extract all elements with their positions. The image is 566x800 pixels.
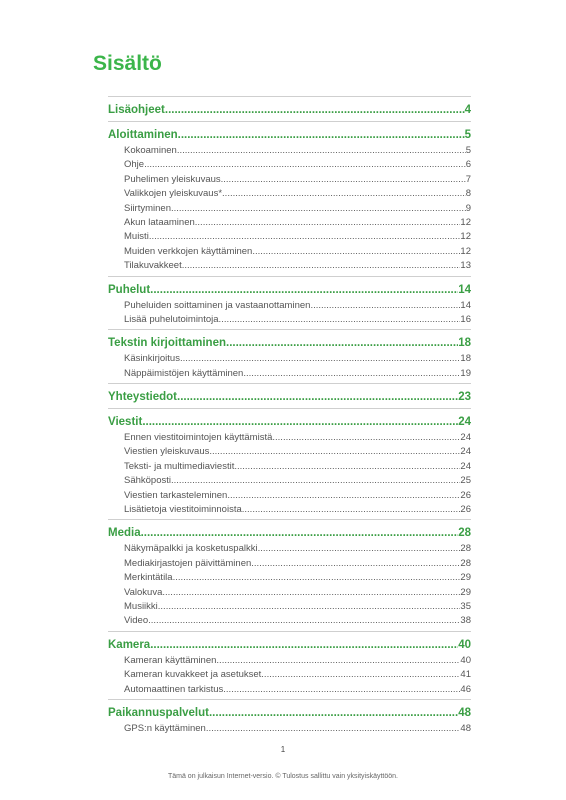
dot-leader — [177, 388, 458, 406]
toc-sub-entry-page: 40 — [460, 654, 471, 666]
toc-sub-entry-label: Muiden verkkojen käyttäminen — [124, 245, 253, 257]
toc-main-entry[interactable] — [108, 126, 471, 144]
toc-sub-entry[interactable] — [108, 460, 471, 474]
toc-main-entry[interactable] — [108, 636, 471, 654]
dot-leader — [251, 557, 460, 571]
toc-sub-entry-label: Video — [124, 615, 149, 627]
toc-main-entry[interactable] — [108, 524, 471, 542]
dot-leader — [227, 489, 460, 503]
toc-sub-entry[interactable] — [108, 474, 471, 488]
dot-leader — [149, 230, 461, 244]
toc-sub-entry[interactable] — [108, 230, 471, 244]
toc-main-entry-page: 28 — [458, 527, 471, 540]
toc-sub-entry-label: Teksti- ja multimediaviestit — [124, 460, 235, 472]
dot-leader — [219, 313, 461, 327]
dot-leader — [258, 542, 461, 556]
toc-section — [108, 383, 471, 408]
dot-leader — [150, 281, 458, 299]
toc-sub-entry[interactable] — [108, 683, 471, 697]
toc-sub-entry-label: Lisätietoja viestitoiminnoista — [124, 504, 242, 516]
toc-sub-entry[interactable] — [108, 216, 471, 230]
toc-section — [108, 329, 471, 383]
toc-sub-entry-page: 35 — [460, 600, 471, 612]
toc-sub-entry-page: 19 — [460, 367, 471, 379]
toc-sub-entry[interactable] — [108, 173, 471, 187]
dot-leader — [144, 158, 466, 172]
toc-sub-entry[interactable] — [108, 259, 471, 273]
toc-sub-entry-label: Akun lataaminen — [124, 216, 195, 228]
dot-leader — [223, 683, 460, 697]
toc-sub-entry-label: Näkymäpalkki ja kosketuspalkki — [124, 543, 258, 555]
toc-sub-entry[interactable] — [108, 557, 471, 571]
toc-main-entry-label: Aloittaminen — [108, 129, 178, 141]
toc-sub-entry-label: Näppäimistöjen käyttäminen — [124, 367, 244, 379]
footer-note: Tämä on julkaisun Internet-versio. © Tulostus sallittu vain yksityiskäyttöön. — [167, 773, 399, 780]
toc-sub-entry[interactable] — [108, 144, 471, 158]
toc-main-entry-label: Lisäohjeet — [108, 104, 165, 116]
toc-sub-entry-label: GPS:n käyttäminen — [124, 722, 206, 734]
toc-sub-entry-page: 46 — [460, 683, 471, 695]
toc-sub-entry[interactable] — [108, 367, 471, 381]
toc-sub-entry-page: 26 — [460, 504, 471, 516]
toc-main-entry[interactable] — [108, 704, 471, 722]
dot-leader — [171, 474, 460, 488]
toc-sub-entry-label: Valokuva — [124, 586, 163, 598]
toc-sub-entry[interactable] — [108, 158, 471, 172]
toc-section — [108, 408, 471, 519]
toc-main-entry-label: Yhteystiedot — [108, 391, 178, 404]
toc-sub-entry-label: Käsinkirjoitus — [124, 353, 180, 365]
toc-main-entry-page: 14 — [458, 283, 471, 296]
dot-leader — [165, 101, 465, 119]
toc-section — [108, 276, 471, 330]
dot-leader — [150, 636, 458, 654]
dot-leader — [226, 334, 458, 352]
toc-sub-entry[interactable] — [108, 722, 471, 736]
toc-main-entry-label: Media — [108, 527, 141, 540]
toc-sub-entry-page: 16 — [460, 313, 471, 325]
toc-main-entry-page: 40 — [458, 638, 471, 651]
toc-section — [108, 96, 471, 121]
dot-leader — [178, 126, 465, 144]
toc-main-entry-label: Viestit — [108, 416, 143, 429]
toc-sub-entry-page: 24 — [460, 460, 471, 472]
toc-main-entry[interactable] — [108, 388, 471, 406]
dot-leader — [209, 445, 460, 459]
toc-sub-entry-label: Musiikki — [124, 600, 158, 612]
toc-sub-entry-page: 7 — [465, 173, 471, 185]
toc-sub-entry-label: Viestien yleiskuvaus — [124, 446, 210, 458]
toc-sub-entry-label: Muisti — [124, 231, 149, 243]
toc-sub-entry-page: 12 — [460, 245, 471, 257]
toc-sub-entry-label: Valikkojen yleiskuvaus* — [124, 188, 223, 200]
toc-sub-entry-label: Ennen viestitoimintojen käyttämistä — [124, 432, 273, 444]
toc-sub-entry-page: 38 — [460, 615, 471, 627]
toc-sub-entry-label: Sähköposti — [124, 475, 172, 487]
dot-leader — [148, 614, 460, 628]
toc-sub-entry-page: 25 — [460, 475, 471, 487]
toc-sub-entry-page: 48 — [460, 722, 471, 734]
toc-main-entry-page: 23 — [458, 391, 471, 404]
dot-leader — [272, 431, 460, 445]
toc-sub-entry[interactable] — [108, 202, 471, 216]
toc-sub-entry[interactable] — [108, 614, 471, 628]
toc-sub-entry-page: 14 — [460, 299, 471, 311]
toc-sub-entry[interactable] — [108, 187, 471, 201]
toc-main-entry[interactable] — [108, 413, 471, 431]
dot-leader — [173, 571, 461, 585]
toc-main-entry[interactable] — [108, 334, 471, 352]
dot-leader — [242, 503, 461, 517]
toc-section — [108, 121, 471, 276]
toc-sub-entry-page: 29 — [460, 586, 471, 598]
toc-sub-entry-label: Puhelimen yleiskuvaus — [124, 173, 221, 185]
toc-main-entry-label: Kamera — [108, 638, 151, 651]
toc-sub-entry-label: Merkintätila — [124, 572, 173, 584]
dot-leader — [180, 352, 460, 366]
toc-sub-entry-page: 5 — [465, 145, 471, 156]
toc-sub-entry-label: Kameran käyttäminen — [124, 654, 217, 666]
toc-sub-entry[interactable] — [108, 352, 471, 366]
toc-sub-entry-label: Kokoaminen — [124, 145, 177, 156]
dot-leader — [234, 460, 460, 474]
dot-leader — [216, 654, 460, 668]
toc-sub-entry-page: 28 — [460, 557, 471, 569]
toc-sub-entry[interactable] — [108, 245, 471, 259]
toc-sub-entry[interactable] — [108, 313, 471, 327]
page-number: 1 — [280, 745, 286, 754]
toc-sub-entry-page: 26 — [460, 489, 471, 501]
toc-sub-entry-page: 12 — [460, 216, 471, 228]
toc-main-entry-page: 24 — [458, 416, 471, 429]
toc-sub-entry[interactable] — [108, 503, 471, 517]
toc-sub-entry-label: Kameran kuvakkeet ja asetukset — [124, 669, 262, 681]
toc-main-entry-label: Paikannuspalvelut — [108, 706, 209, 719]
toc-sub-entry-label: Automaattinen tarkistus — [124, 683, 224, 695]
dot-leader — [209, 704, 458, 722]
toc-sub-entry-label: Tilakuvakkeet — [124, 260, 182, 272]
toc-main-entry-page: 5 — [464, 129, 471, 141]
dot-leader — [177, 144, 466, 158]
toc-sub-entry-page: 28 — [460, 543, 471, 555]
toc-main-entry-page: 4 — [464, 104, 471, 116]
dot-leader — [243, 367, 460, 381]
toc-sub-entry-page: 12 — [460, 231, 471, 243]
toc-main-entry[interactable] — [108, 101, 471, 119]
toc-sub-entry[interactable] — [108, 542, 471, 556]
dot-leader — [252, 245, 460, 259]
toc-sub-entry-page: 18 — [460, 353, 471, 365]
toc-sub-entry[interactable] — [108, 489, 471, 503]
toc-sub-entry-page: 24 — [460, 446, 471, 458]
toc-section — [108, 519, 471, 630]
table-of-contents — [108, 96, 471, 738]
toc-sub-entry[interactable] — [108, 668, 471, 682]
toc-sub-entry-page: 41 — [460, 669, 471, 681]
toc-sub-entry-page: 29 — [460, 572, 471, 584]
page-title: Sisältö — [93, 52, 162, 75]
dot-leader — [261, 668, 460, 682]
dot-leader — [162, 586, 460, 600]
toc-sub-entry[interactable] — [108, 571, 471, 585]
toc-sub-entry-label: Mediakirjastojen päivittäminen — [124, 557, 252, 569]
toc-sub-entry-label: Viestien tarkasteleminen — [124, 489, 228, 501]
toc-sub-entry-label: Lisää puhelutoimintoja — [124, 313, 219, 325]
toc-main-entry-label: Puhelut — [108, 283, 151, 296]
toc-sub-entry[interactable] — [108, 600, 471, 614]
toc-sub-entry[interactable] — [108, 299, 471, 313]
toc-sub-entry-label: Puheluiden soittaminen ja vastaanottaminen — [124, 299, 311, 311]
toc-sub-entry-page: 6 — [465, 159, 471, 171]
toc-sub-entry-page: 9 — [465, 202, 471, 214]
dot-leader — [182, 259, 461, 273]
toc-sub-entry[interactable] — [108, 445, 471, 459]
toc-section — [108, 631, 471, 699]
dot-leader — [158, 600, 461, 614]
dot-leader — [171, 202, 466, 216]
toc-main-entry-label: Tekstin kirjoittaminen — [108, 337, 227, 350]
toc-sub-entry-page: 24 — [460, 432, 471, 444]
toc-sub-entry-page: 8 — [465, 188, 471, 200]
dot-leader — [195, 216, 461, 230]
dot-leader — [310, 299, 460, 313]
toc-section — [108, 699, 471, 738]
toc-sub-entry-label: Ohje — [124, 159, 145, 171]
dot-leader — [221, 173, 466, 187]
toc-main-entry[interactable] — [108, 281, 471, 299]
toc-sub-entry[interactable] — [108, 654, 471, 668]
toc-main-entry-page: 48 — [458, 706, 471, 719]
toc-sub-entry[interactable] — [108, 586, 471, 600]
toc-sub-entry[interactable] — [108, 431, 471, 445]
dot-leader — [142, 413, 458, 431]
toc-sub-entry-label: Siirtyminen — [124, 202, 171, 214]
dot-leader — [206, 722, 461, 736]
dot-leader — [222, 187, 466, 201]
dot-leader — [141, 524, 459, 542]
toc-sub-entry-page: 13 — [460, 260, 471, 272]
toc-main-entry-page: 18 — [458, 337, 471, 350]
